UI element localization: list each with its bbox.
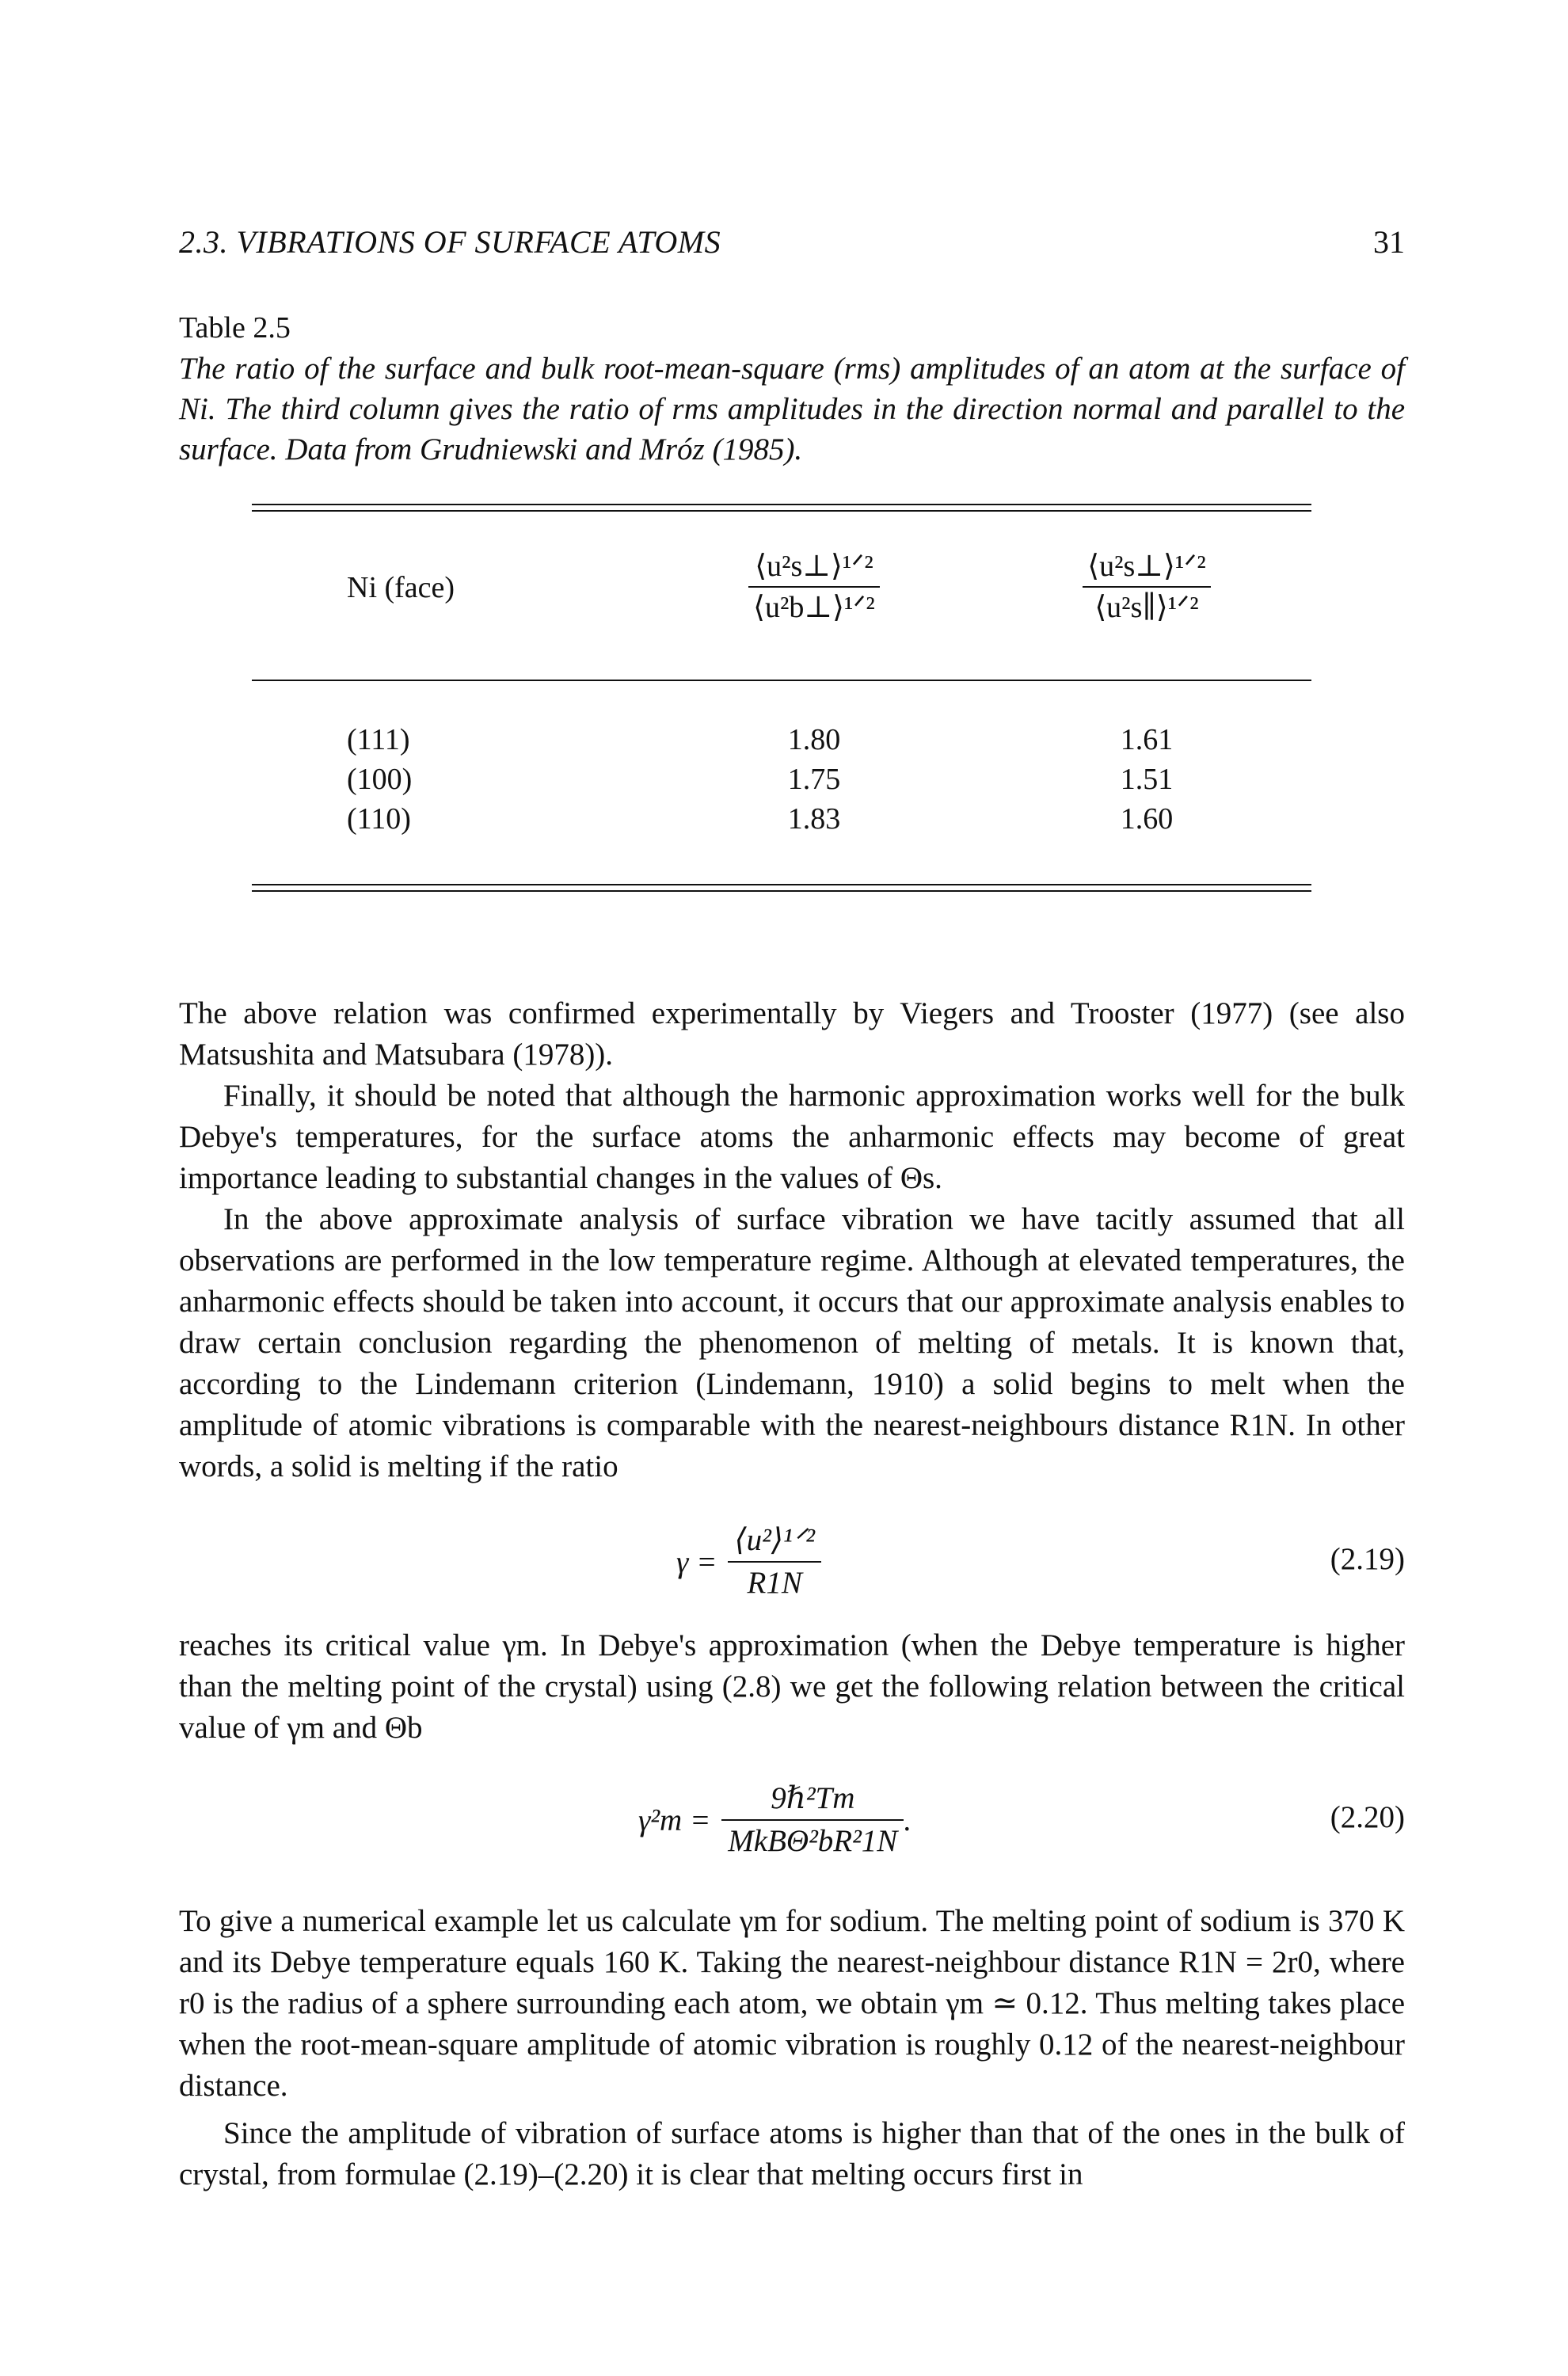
fraction-numerator: ⟨u²s⊥⟩¹ᐟ² (755, 550, 873, 583)
fraction-denominator: ⟨u²s∥⟩¹ᐟ² (1083, 586, 1210, 627)
paragraph: Finally, it should be noted that although the harmonic approximation works well for the bulk Debye's temperatures, for the surface atoms the anharmonic effects may become of great importance leading to substantial changes in the values of Θs. (179, 1079, 1405, 1195)
cell-face: (100) (347, 763, 413, 796)
paragraph: reaches its critical value γm. In Debye's approximation (when the Debye temperature is higher than the melting point of the crystal) using (2.8) we get the following relation between the critical value of γm and Θb (179, 1628, 1405, 1745)
table-mid-rule (252, 680, 1311, 681)
cell-face: (110) (347, 802, 411, 836)
equation-denominator: R1N (728, 1561, 821, 1604)
cell-normal-parallel: 1.61 (1120, 723, 1174, 756)
paragraph: The above relation was confirmed experimentally by Viegers and Trooster (1977) (see also Matsushita and Matsubara (1978)). (179, 996, 1405, 1072)
table-header-row (252, 546, 1311, 634)
col-header-surface-bulk (695, 546, 933, 627)
equation-fraction (721, 1778, 904, 1862)
equation-number: (2.20) (1330, 1800, 1405, 1834)
table-caption: The ratio of the surface and bulk root-mean-square (rms) amplitudes of an atom at the surface of Ni. The third column gives the ratio of rms amplitudes in the direction normal and parallel to the surface. Data from Grudniewski and Mróz (1985). (179, 352, 1405, 466)
table-row (252, 762, 1311, 802)
body-text-upper (179, 993, 1405, 1487)
equation-2-19 (179, 1514, 1405, 1609)
table-row (252, 802, 1311, 841)
col-header-normal-parallel (1028, 546, 1265, 627)
body-text-middle (179, 1625, 1405, 1749)
header-fraction (1083, 546, 1210, 627)
cell-surface-bulk: 1.80 (787, 723, 841, 756)
paragraph: To give a numerical example let us calculate γm for sodium. The melting point of sodium is 370 K and its Debye temperature equals 160 K. Taking the nearest-neighbour distance R1N = 2r0, where r0 is the radius of a sphere surrounding each atom, we obtain γm ≃ 0.12. Thus melting takes place when the root-mean-square amplitude of atomic vibration is roughly 0.12 of the nearest-neighbour distance. (179, 1904, 1405, 2103)
table-label: Table 2.5 (179, 311, 291, 345)
equation-fraction (728, 1520, 821, 1604)
equation-denominator: MkBΘ²bR²1N (721, 1819, 904, 1862)
paragraph: In the above approximate analysis of surface vibration we have tacitly assumed that all observations are performed in the low temperature regime. Although at elevated temperatures, the anharmonic effects should be taken into account, it occurs that our approximate analysis enables to draw certain conclusion regarding the phenomenon of melting of metals. It is known that, according to the Lindemann criterion (Lindemann, 1910) a solid begins to melt when the amplitude of atomic vibrations is comparable with the nearest-neighbours distance R1N. In other words, a solid is melting if the ratio (179, 1202, 1405, 1483)
col-header-face: Ni (face) (347, 571, 455, 604)
body-text-lower (179, 1901, 1405, 2195)
equation-numerator: 9ℏ²Tm (771, 1781, 855, 1815)
equation-number: (2.19) (1330, 1542, 1405, 1576)
table-row (252, 722, 1311, 762)
cell-normal-parallel: 1.60 (1120, 802, 1174, 836)
header-fraction (748, 546, 880, 627)
equation-lhs: γ = (676, 1544, 717, 1579)
fraction-numerator: ⟨u²s⊥⟩¹ᐟ² (1087, 550, 1206, 583)
page-number: 31 (1373, 224, 1405, 260)
paragraph: Since the amplitude of vibration of surface atoms is higher than that of the ones in the bulk of crystal, from formulae (2.19)–(2.20) it is clear that melting occurs first in (179, 2116, 1405, 2191)
equation-formula (676, 1514, 821, 1609)
table-bottom-rule (252, 884, 1311, 885)
table-top-rule (252, 504, 1311, 505)
cell-surface-bulk: 1.83 (787, 802, 841, 836)
table-top-rule-2 (252, 510, 1311, 512)
equation-2-20 (179, 1772, 1405, 1868)
cell-surface-bulk: 1.75 (787, 763, 841, 796)
equation-tail: . (904, 1803, 912, 1837)
equation-formula (638, 1772, 911, 1868)
equation-numerator: ⟨u²⟩¹ᐟ² (734, 1523, 815, 1557)
running-header (179, 223, 1405, 271)
section-title: 2.3. VIBRATIONS OF SURFACE ATOMS (179, 224, 721, 260)
cell-normal-parallel: 1.51 (1120, 763, 1174, 796)
table-bottom-rule-2 (252, 890, 1311, 892)
fraction-denominator: ⟨u²b⊥⟩¹ᐟ² (748, 586, 880, 627)
cell-face: (111) (347, 723, 410, 756)
equation-lhs: γ²m = (638, 1803, 711, 1837)
